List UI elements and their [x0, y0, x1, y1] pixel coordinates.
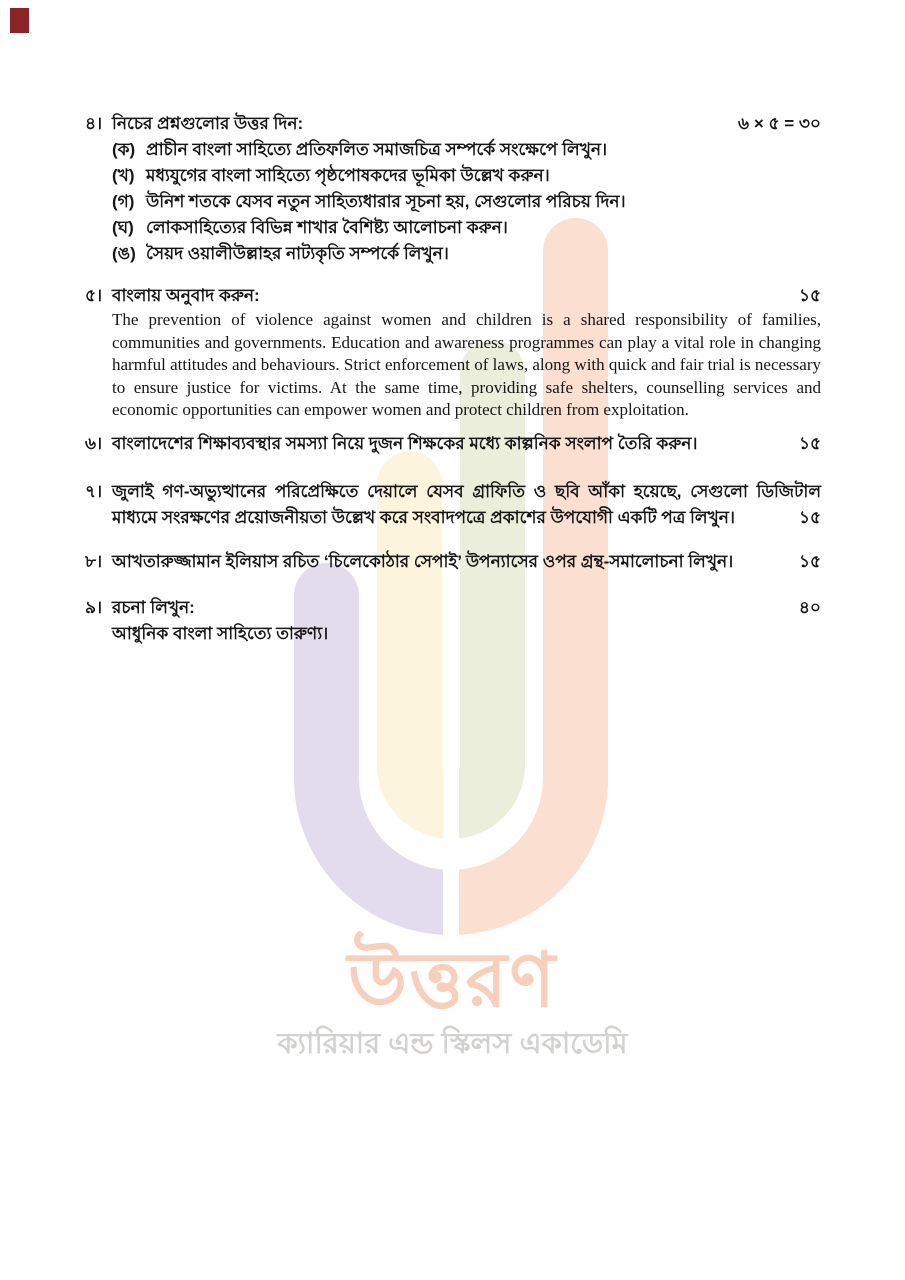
question-4	[85, 111, 821, 137]
sub-item-text: উনিশ শতকে যেসব নতুন সাহিত্যধারার সূচনা হয়, সেগুলোর পরিচয় দিন।	[146, 192, 626, 211]
question-7-number: ৭।	[85, 481, 103, 501]
question-5-number: ৫।	[85, 286, 103, 305]
sub-item-label: (ঘ)	[112, 218, 134, 237]
question-6-number: ৬।	[85, 433, 103, 453]
sub-item-text: লোকসাহিত্যের বিভিন্ন শাখার বৈশিষ্ট্য আলোচনা করুন।	[146, 218, 508, 237]
question-4-marks: ৬ × ৫ = ৩০	[738, 114, 821, 133]
question-8-prompt: আখতারুজ্জামান ইলিয়াস রচিত ‘চিলেকোঠার সেপাই’ উপন্যাসের ওপর গ্রন্থ-সমালোচনা লিখুন।	[112, 551, 734, 571]
question-4-sub-kha	[112, 163, 821, 189]
question-4-prompt: নিচের প্রশ্নগুলোর উত্তর দিন:	[112, 114, 304, 133]
corner-scan-mark	[10, 8, 29, 33]
question-5	[85, 283, 821, 309]
question-9	[85, 595, 821, 621]
question-9-prompt: রচনা লিখুন:	[112, 597, 195, 617]
question-8-marks: ১৫	[798, 551, 821, 571]
question-paper-content	[85, 0, 821, 647]
question-9-marks: ৪০	[798, 597, 821, 617]
sub-item-label: (ঙ)	[112, 244, 136, 263]
question-4-sub-uma	[112, 241, 821, 267]
question-9-essay-topic: আধুনিক বাংলা সাহিত্যে তারুণ্য।	[112, 623, 329, 643]
question-5-marks: ১৫	[798, 286, 821, 305]
question-7-prompt: জুলাই গণ-অভ্যুত্থানের পরিপ্রেক্ষিতে দেয়ালে যেসব গ্রাফিতি ও ছবি আঁকা হয়েছে, সেগুলো ডিজিটাল মাধ্যমে সংরক্ষণের প্রয়োজনীয়তা উল্লেখ করে সংবাদপত্রে প্রকাশের উপযোগী একটি পত্র লিখুন।	[112, 481, 821, 527]
question-9-number: ৯।	[85, 597, 103, 617]
question-4-sub-ka	[112, 137, 821, 163]
watermark-brand-name: উত্তরণ	[347, 938, 558, 1023]
sub-item-text: প্রাচীন বাংলা সাহিত্যে প্রতিফলিত সমাজচিত্র সম্পর্কে সংক্ষেপে লিখুন।	[146, 140, 608, 159]
question-8	[85, 549, 821, 575]
question-8-number: ৮।	[85, 551, 103, 571]
question-6-marks: ১৫	[798, 433, 821, 453]
logo-center-slit	[443, 738, 459, 940]
question-4-sub-ga	[112, 189, 821, 215]
question-4-sub-gha	[112, 215, 821, 241]
sub-item-text: মধ্যযুগের বাংলা সাহিত্যে পৃষ্ঠপোষকদের ভূমিকা উল্লেখ করুন।	[146, 166, 550, 185]
sub-item-text: সৈয়দ ওয়ালীউল্লাহর নাট্যকৃতি সম্পর্কে লিখুন।	[146, 244, 449, 263]
question-5-prompt: বাংলায় অনুবাদ করুন:	[112, 286, 260, 305]
sub-item-label: (ক)	[112, 140, 136, 159]
question-5-translation-passage: The prevention of violence against women and children is a shared responsibility of families, communities and governments. Education and awareness programmes can play a vital role in changing harmful attitudes and behaviours. Strict enforcement of laws, along with quick and fair trial is necessary to ensure justice for victims. At the same time, providing safe shelters, counselling services and economic opportunities can empower women and protect children from exploitation.	[112, 310, 821, 419]
sub-item-label: (গ)	[112, 192, 135, 211]
question-6-prompt: বাংলাদেশের শিক্ষাব্যবস্থার সমস্যা নিয়ে দুজন শিক্ষকের মধ্যে কাল্পনিক সংলাপ তৈরি করুন।	[112, 433, 698, 453]
question-7-marks: ১৫	[798, 507, 821, 527]
question-4-number: ৪।	[85, 114, 103, 133]
watermark-tagline: ক্যারিয়ার এন্ড স্কিলস একাডেমি	[277, 1028, 628, 1060]
question-7	[85, 479, 821, 531]
question-6	[85, 431, 821, 457]
sub-item-label: (খ)	[112, 166, 135, 185]
